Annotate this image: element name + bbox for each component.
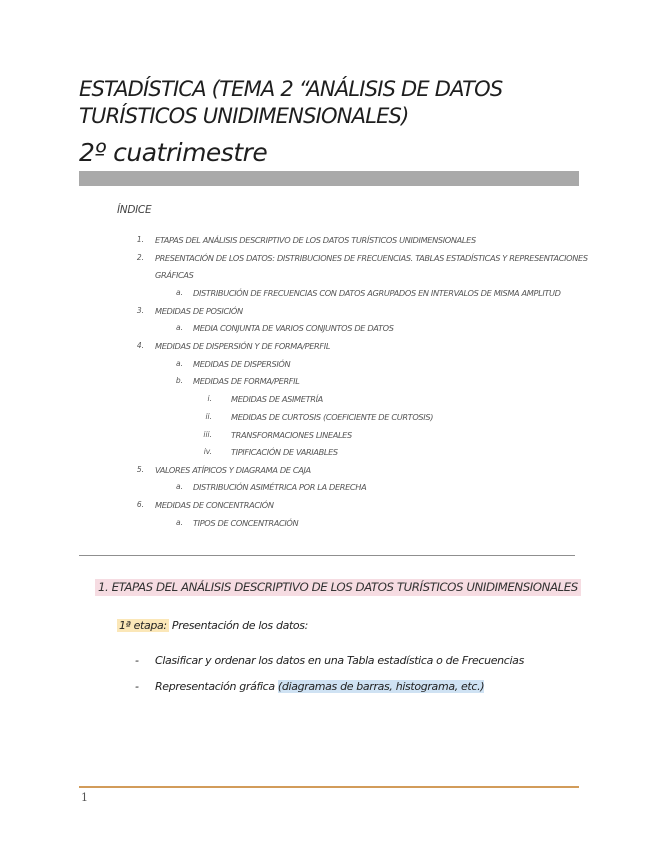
toc-number: a. bbox=[176, 288, 183, 297]
stage-text: Presentación de los datos: bbox=[168, 619, 309, 632]
bullet-dash: - bbox=[135, 680, 139, 693]
toc-subsubitem: TRANSFORMACIONES LINEALES bbox=[231, 430, 352, 440]
toc-subitem: MEDIDAS DE DISPERSIÓN bbox=[193, 359, 291, 369]
toc-number: 5. bbox=[136, 465, 144, 474]
stage-line bbox=[117, 619, 308, 632]
bullet-dash: - bbox=[135, 654, 139, 667]
toc-item: PRESENTACIÓN DE LOS DATOS: DISTRIBUCIONES DE FRECUENCIAS. TABLAS ESTADÍSTICAS Y REPRESENTACIONES bbox=[155, 253, 588, 263]
toc-item: ETAPAS DEL ANÁLISIS DESCRIPTIVO DE LOS DATOS TURÍSTICOS UNIDIMENSIONALES bbox=[155, 235, 476, 245]
bullet-text: Representación gráfica bbox=[155, 680, 278, 693]
toc-number: i. bbox=[207, 394, 212, 403]
toc-number: 1. bbox=[136, 235, 144, 244]
toc-subsubitem: MEDIDAS DE ASIMETRÍA bbox=[231, 394, 323, 404]
section-divider bbox=[79, 555, 575, 556]
toc-number: a. bbox=[176, 482, 183, 491]
toc-heading: ÍNDICE bbox=[117, 204, 152, 216]
toc-number: ii. bbox=[205, 412, 212, 421]
section-heading-text: 1. ETAPAS DEL ANÁLISIS DESCRIPTIVO DE LOS DATOS TURÍSTICOS UNIDIMENSIONALES bbox=[95, 579, 581, 596]
toc-item: MEDIDAS DE DISPERSIÓN Y DE FORMA/PERFIL bbox=[155, 341, 331, 351]
toc-subsubitem: TIPIFICACIÓN DE VARIABLES bbox=[231, 447, 338, 457]
bullet-highlight: (diagramas de barras, histograma, etc.) bbox=[277, 680, 485, 693]
toc-item: MEDIDAS DE POSICIÓN bbox=[155, 306, 243, 316]
title-separator-bar bbox=[79, 171, 579, 186]
toc-number: 2. bbox=[136, 253, 144, 262]
toc-item: MEDIDAS DE CONCENTRACIÓN bbox=[155, 500, 274, 510]
toc-subitem: MEDIDAS DE FORMA/PERFIL bbox=[193, 376, 300, 386]
toc-item: VALORES ATÍPICOS Y DIAGRAMA DE CAJA bbox=[155, 465, 311, 475]
document-title: ESTADÍSTICA (TEMA 2 “ANÁLISIS DE DATOS TURÍSTICOS UNIDIMENSIONALES) bbox=[79, 77, 503, 128]
toc-number: 3. bbox=[136, 306, 144, 315]
toc-subitem: MEDIA CONJUNTA DE VARIOS CONJUNTOS DE DATOS bbox=[193, 323, 394, 333]
toc-number: a. bbox=[176, 359, 183, 368]
toc-number: iv. bbox=[203, 447, 212, 456]
bullet-text: Clasificar y ordenar los datos en una Tabla estadística o de Frecuencias bbox=[155, 654, 524, 667]
toc-number: 6. bbox=[136, 500, 144, 509]
toc-subitem: TIPOS DE CONCENTRACIÓN bbox=[193, 518, 299, 528]
toc-number: iii. bbox=[203, 430, 212, 439]
stage-label: 1ª etapa: bbox=[119, 619, 167, 632]
section-heading bbox=[95, 580, 581, 598]
toc-subitem: DISTRIBUCIÓN ASIMÉTRICA POR LA DERECHA bbox=[193, 482, 367, 492]
toc-number: 4. bbox=[136, 341, 144, 350]
toc-subsubitem: MEDIDAS DE CURTOSIS (COEFICIENTE DE CURTOSIS) bbox=[231, 412, 434, 422]
toc-number: b. bbox=[175, 376, 183, 385]
bullet-item bbox=[135, 680, 485, 693]
toc-subitem: DISTRIBUCIÓN DE FRECUENCIAS CON DATOS AGRUPADOS EN INTERVALOS DE MISMA AMPLITUD bbox=[193, 288, 561, 298]
page-number: 1 bbox=[81, 791, 88, 804]
toc-number: a. bbox=[176, 518, 183, 527]
document-subtitle: 2º cuatrimestre bbox=[79, 138, 268, 167]
toc-number: a. bbox=[176, 323, 183, 332]
toc-item-continued: GRÁFICAS bbox=[155, 270, 194, 280]
footer-rule bbox=[79, 786, 579, 788]
bullet-item bbox=[135, 654, 524, 667]
